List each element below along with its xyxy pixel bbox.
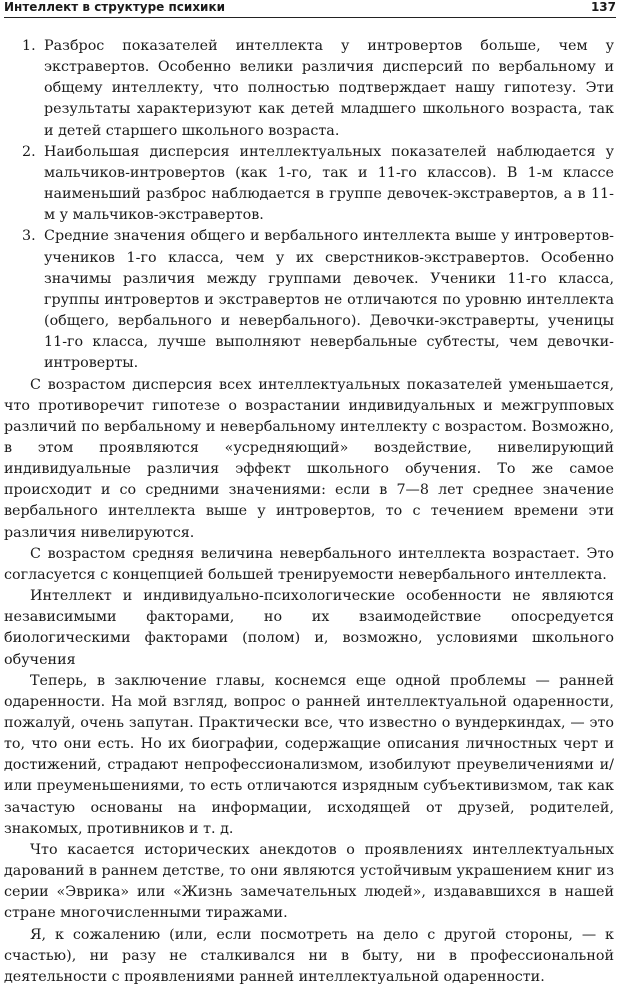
paragraph: Что касается исторических анекдотов о проявлениях интеллектуальных дарований в раннем детстве, то они являются устойчивым украшением книг из серии «Эврика» или «Жизнь замечательных людей», издававшихся в нашей стране многочисленными тиражами. bbox=[4, 841, 614, 922]
list-item-text: Средние значения общего и вербального интеллекта выше у интровертов-учеников 1-го класса, чем у их сверстников-экстравертов. Особенно значимы различия между группами девочек. Ученики 11-го класса, группы интровертов и экстравертов не отличаются по уровню интеллекта (общего, вербального и невербального). Девочки-экстраверты, ученицы 11-го класса, лучше выполняют невербальные субтесты, чем девочки-интроверты. bbox=[44, 228, 614, 372]
page-number: 137 bbox=[590, 0, 616, 14]
list-item bbox=[4, 142, 614, 227]
paragraph: С возрастом средняя величина невербального интеллекта возрастает. Это согласуется с концепцией большей тренируемости невербального интеллекта. bbox=[4, 545, 614, 583]
running-title: Интеллект в структуре психики bbox=[4, 0, 226, 14]
list-item-number: 3. bbox=[22, 228, 36, 245]
list-item bbox=[4, 36, 614, 142]
paragraph: Интеллект и индивидуально-психологические особенности не являются независимыми факторами, но их взаимодействие опосредуется биологическими факторами (полом) и, возможно, условиями школьного обучения bbox=[4, 588, 614, 668]
paragraph: С возрастом дисперсия всех интеллектуальных показателей уменьшается, что противоречит гипотезе о возрастании индивидуальных и межгрупповых различий по вербальному и невербальному интеллекту с возрастом. Возможно, в этом проявляются «усредняющий» воздействие, нивелирующий индивидуальные различия эффект школьного обучения. То же самое происходит и со средними значениями: если в 7—8 лет среднее значение вербального интеллекта выше у интровертов, то с течением времени эти различия нивелируются. bbox=[4, 376, 614, 541]
list-item-number: 1. bbox=[22, 38, 36, 54]
list-item bbox=[4, 226, 614, 374]
list-item-text: Наибольшая дисперсия интеллектуальных показателей наблюдается у мальчиков-интровертов (как 1-го, так и 11-го классов). В 1-м классе наименьший разброс наблюдается в группе девочек-экстравертов, а в 11-м у мальчиков-экстравертов. bbox=[44, 143, 614, 224]
list-item-text: Разброс показателей интеллекта у интровертов больше, чем у экстравертов. Особенно велики различия дисперсий по вербальному и общему интеллекту, что полностью подтверждает нашу гипотезу. Эти результаты характеризуют как детей младшего школьного возраста, так и детей старшего школьного возраста. bbox=[44, 38, 614, 139]
running-header bbox=[4, 0, 616, 18]
paragraph: Я, к сожалению (или, если посмотреть на дело с другой стороны, — к счастью), ни разу не сталкивался ни в быту, ни в профессиональной деятельности с проявлениями ранней интеллектуальной одаренности. bbox=[4, 926, 614, 985]
conclusions-list bbox=[4, 36, 614, 375]
paragraph: Теперь, в заключение главы, коснемся еще одной проблемы — ранней одаренности. На мой взгляд, вопрос о ранней интеллектуальной одаренности, пожалуй, очень запутан. Практически все, что известно о вундеркиндах, — это то, что они есть. Но их биографии, содержащие описания личностных черт и достижений, страдают непрофессионализмом, изобилуют преувеличениями и/или преуменьшениями, то есть отличаются изрядным субъективизмом, так как зачастую основаны на информации, исходящей от друзей, родителей, знакомых, противников и т. д. bbox=[4, 672, 614, 837]
list-item-number: 2. bbox=[22, 143, 36, 160]
page-body bbox=[4, 36, 614, 988]
